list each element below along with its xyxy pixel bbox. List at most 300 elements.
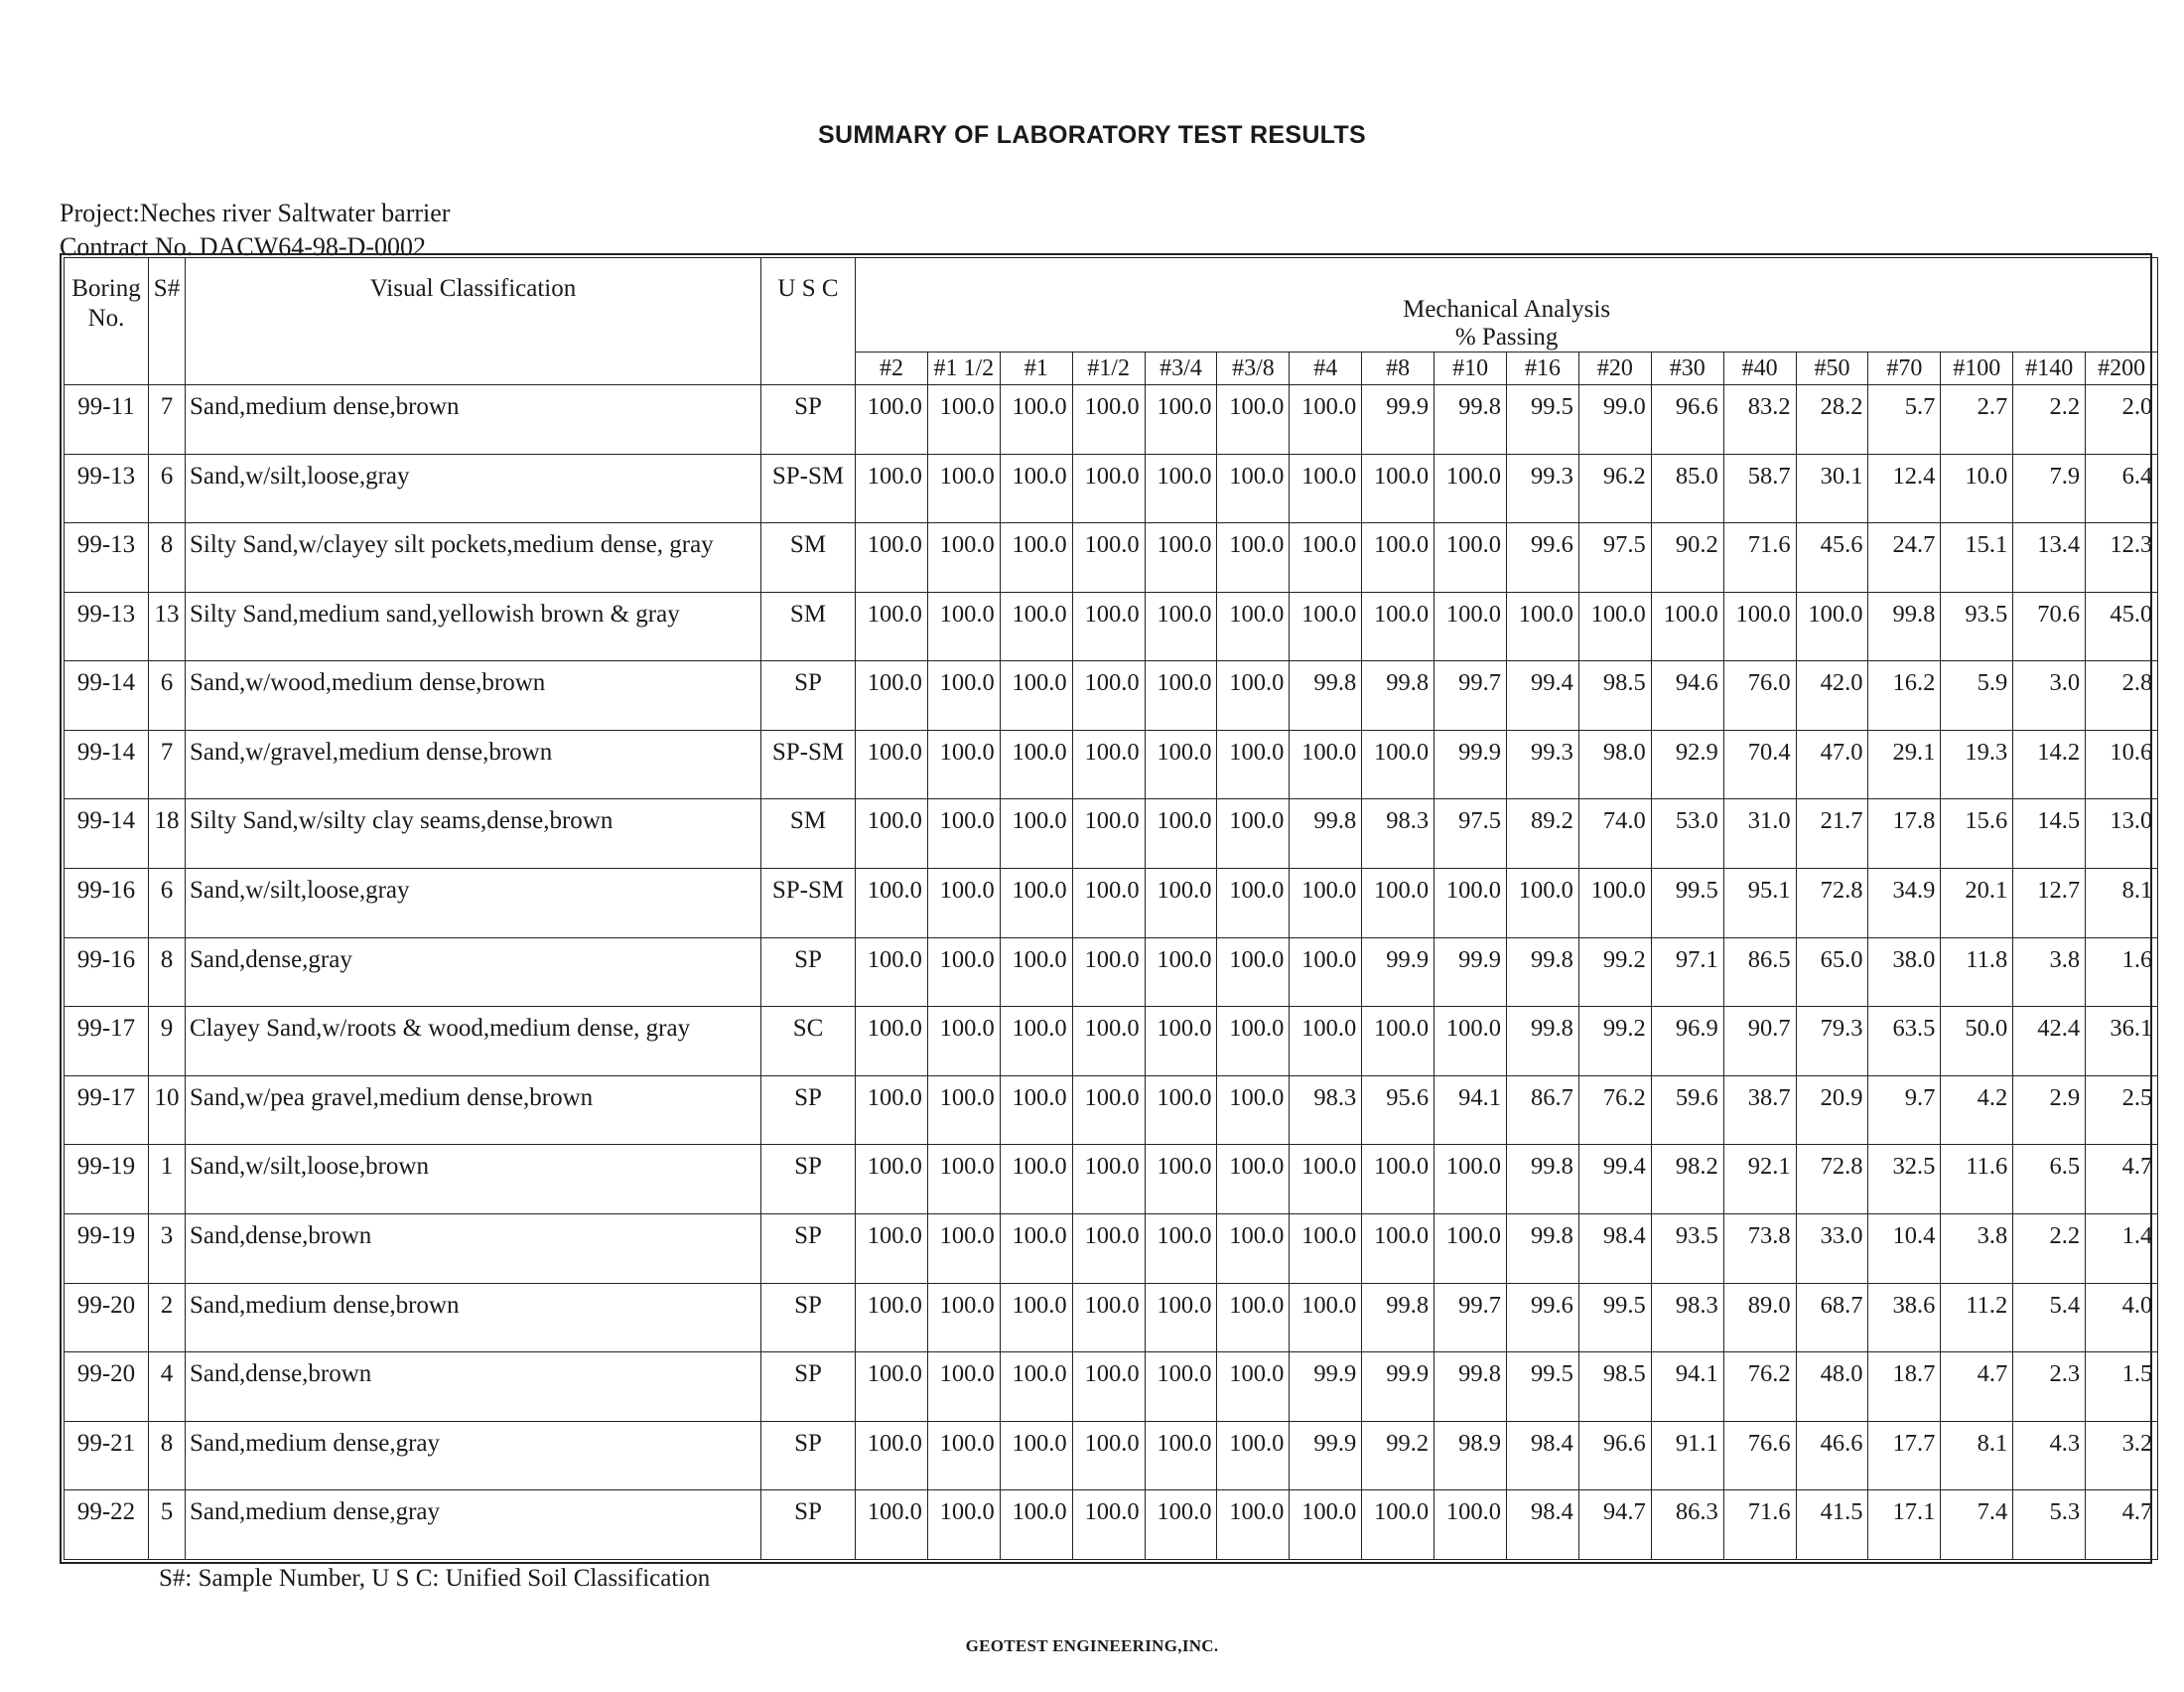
passing-value-cell: 100.0: [856, 799, 928, 869]
passing-value-cell: 30.1: [1796, 454, 1868, 523]
table-row: [65, 1490, 2158, 1560]
passing-value-cell: 12.4: [1868, 454, 1941, 523]
passing-value-cell: 92.1: [1723, 1145, 1796, 1214]
passing-value-cell: 100.0: [1000, 1352, 1072, 1422]
passing-value-cell: 97.5: [1578, 523, 1651, 593]
passing-value-cell: 99.8: [1290, 661, 1362, 731]
passing-value-cell: 100.0: [1217, 661, 1290, 731]
passing-value-cell: 100.0: [1145, 592, 1217, 661]
sieve-header: #140: [2013, 352, 2086, 385]
classification-cell: Sand,w/silt,loose,gray: [186, 869, 761, 938]
usc-cell: SC: [761, 1007, 856, 1076]
passing-value-cell: 100.0: [1145, 799, 1217, 869]
passing-value-cell: 2.9: [2013, 1075, 2086, 1145]
classification-cell: Sand,w/silt,loose,gray: [186, 454, 761, 523]
classification-cell: Sand,w/pea gravel,medium dense,brown: [186, 1075, 761, 1145]
passing-value-cell: 99.2: [1362, 1421, 1434, 1490]
boring-no-cell: 99-20: [65, 1283, 149, 1352]
passing-value-cell: 100.0: [1217, 799, 1290, 869]
passing-value-cell: 100.0: [927, 1075, 1000, 1145]
table-row: [65, 1283, 2158, 1352]
passing-value-cell: 8.1: [2086, 869, 2158, 938]
passing-value-cell: 100.0: [1362, 1007, 1434, 1076]
passing-value-cell: 10.6: [2086, 730, 2158, 799]
passing-value-cell: 5.7: [1868, 385, 1941, 455]
table-row: [65, 1421, 2158, 1490]
passing-value-cell: 14.5: [2013, 799, 2086, 869]
passing-value-cell: 100.0: [1072, 1145, 1145, 1214]
classification-cell: Silty Sand,w/silty clay seams,dense,brown: [186, 799, 761, 869]
usc-cell: SM: [761, 799, 856, 869]
passing-value-cell: 21.7: [1796, 799, 1868, 869]
boring-no-cell: 99-22: [65, 1490, 149, 1560]
footnote: S#: Sample Number, U S C: Unified Soil Classification: [159, 1565, 711, 1592]
passing-value-cell: 100.0: [927, 1352, 1000, 1422]
classification-cell: Sand,dense,brown: [186, 1213, 761, 1283]
passing-value-cell: 99.9: [1362, 937, 1434, 1007]
sieve-header: #2: [856, 352, 928, 385]
table-row: [65, 592, 2158, 661]
passing-value-cell: 47.0: [1796, 730, 1868, 799]
passing-value-cell: 100.0: [1290, 385, 1362, 455]
passing-value-cell: 95.1: [1723, 869, 1796, 938]
passing-value-cell: 100.0: [1145, 385, 1217, 455]
passing-value-cell: 99.9: [1290, 1421, 1362, 1490]
passing-value-cell: 100.0: [1000, 869, 1072, 938]
passing-value-cell: 53.0: [1651, 799, 1723, 869]
sieve-header: #100: [1941, 352, 2013, 385]
passing-value-cell: 100.0: [1217, 1421, 1290, 1490]
passing-value-cell: 100.0: [1145, 523, 1217, 593]
passing-value-cell: 86.3: [1651, 1490, 1723, 1560]
usc-cell: SP: [761, 1075, 856, 1145]
passing-value-cell: 12.3: [2086, 523, 2158, 593]
passing-value-cell: 100.0: [1217, 1352, 1290, 1422]
passing-value-cell: 100.0: [1796, 592, 1868, 661]
passing-value-cell: 100.0: [1217, 1213, 1290, 1283]
passing-value-cell: 100.0: [1145, 937, 1217, 1007]
usc-cell: SP: [761, 1145, 856, 1214]
passing-value-cell: 2.3: [2013, 1352, 2086, 1422]
passing-value-cell: 28.2: [1796, 385, 1868, 455]
passing-value-cell: 73.8: [1723, 1213, 1796, 1283]
classification-cell: Sand,medium dense,gray: [186, 1490, 761, 1560]
boring-no-cell: 99-17: [65, 1075, 149, 1145]
header-sample-no: S#: [149, 258, 186, 385]
passing-value-cell: 71.6: [1723, 1490, 1796, 1560]
passing-value-cell: 100.0: [1362, 869, 1434, 938]
passing-value-cell: 1.6: [2086, 937, 2158, 1007]
passing-value-cell: 100.0: [1000, 1075, 1072, 1145]
sieve-header: #40: [1723, 352, 1796, 385]
boring-no-cell: 99-16: [65, 937, 149, 1007]
passing-value-cell: 100.0: [1072, 730, 1145, 799]
passing-value-cell: 4.2: [1941, 1075, 2013, 1145]
passing-value-cell: 98.4: [1507, 1421, 1579, 1490]
passing-value-cell: 99.0: [1578, 385, 1651, 455]
passing-value-cell: 99.8: [1507, 1007, 1579, 1076]
passing-value-cell: 98.4: [1578, 1213, 1651, 1283]
classification-cell: Sand,medium dense,gray: [186, 1421, 761, 1490]
table-row: [65, 869, 2158, 938]
passing-value-cell: 94.1: [1434, 1075, 1507, 1145]
passing-value-cell: 3.8: [1941, 1213, 2013, 1283]
passing-value-cell: 100.0: [1217, 523, 1290, 593]
passing-value-cell: 100.0: [1362, 523, 1434, 593]
table-row: [65, 1145, 2158, 1214]
usc-cell: SP: [761, 1283, 856, 1352]
passing-value-cell: 4.7: [2086, 1490, 2158, 1560]
passing-value-cell: 38.7: [1723, 1075, 1796, 1145]
passing-value-cell: 38.0: [1868, 937, 1941, 1007]
passing-value-cell: 100.0: [1072, 523, 1145, 593]
passing-value-cell: 100.0: [1217, 1075, 1290, 1145]
passing-value-cell: 99.8: [1507, 1213, 1579, 1283]
table-row: [65, 1075, 2158, 1145]
passing-value-cell: 100.0: [927, 1421, 1000, 1490]
passing-value-cell: 31.0: [1723, 799, 1796, 869]
passing-value-cell: 100.0: [1072, 869, 1145, 938]
passing-value-cell: 100.0: [1290, 730, 1362, 799]
usc-cell: SP: [761, 385, 856, 455]
passing-value-cell: 15.1: [1941, 523, 2013, 593]
passing-value-cell: 100.0: [1217, 592, 1290, 661]
passing-value-cell: 42.0: [1796, 661, 1868, 731]
sample-no-cell: 7: [149, 385, 186, 455]
passing-value-cell: 100.0: [856, 1145, 928, 1214]
passing-value-cell: 72.8: [1796, 1145, 1868, 1214]
passing-value-cell: 100.0: [1434, 1007, 1507, 1076]
passing-value-cell: 100.0: [1290, 592, 1362, 661]
passing-value-cell: 100.0: [1072, 1075, 1145, 1145]
sieve-header: #16: [1507, 352, 1579, 385]
sieve-header: #3/8: [1217, 352, 1290, 385]
passing-value-cell: 86.7: [1507, 1075, 1579, 1145]
passing-value-cell: 63.5: [1868, 1007, 1941, 1076]
passing-value-cell: 100.0: [927, 454, 1000, 523]
passing-value-cell: 100.0: [856, 454, 928, 523]
boring-no-cell: 99-17: [65, 1007, 149, 1076]
passing-value-cell: 99.4: [1507, 661, 1579, 731]
passing-value-cell: 11.6: [1941, 1145, 2013, 1214]
passing-value-cell: 99.9: [1434, 937, 1507, 1007]
passing-value-cell: 100.0: [927, 730, 1000, 799]
passing-value-cell: 100.0: [1362, 1213, 1434, 1283]
passing-value-cell: 100.0: [1000, 592, 1072, 661]
table-row: [65, 730, 2158, 799]
passing-value-cell: 100.0: [856, 1352, 928, 1422]
passing-value-cell: 100.0: [856, 661, 928, 731]
passing-value-cell: 100.0: [856, 1075, 928, 1145]
passing-value-cell: 32.5: [1868, 1145, 1941, 1214]
boring-no-cell: 99-19: [65, 1145, 149, 1214]
boring-no-cell: 99-21: [65, 1421, 149, 1490]
passing-value-cell: 100.0: [1217, 1490, 1290, 1560]
header-mechanical-analysis: [856, 258, 2158, 352]
passing-value-cell: 34.9: [1868, 869, 1941, 938]
sample-no-cell: 5: [149, 1490, 186, 1560]
passing-value-cell: 59.6: [1651, 1075, 1723, 1145]
passing-value-cell: 3.8: [2013, 937, 2086, 1007]
passing-value-cell: 98.0: [1578, 730, 1651, 799]
sieve-header: #8: [1362, 352, 1434, 385]
sieve-header: #50: [1796, 352, 1868, 385]
passing-value-cell: 99.4: [1578, 1145, 1651, 1214]
passing-value-cell: 100.0: [1072, 799, 1145, 869]
boring-no-cell: 99-13: [65, 523, 149, 593]
passing-value-cell: 76.2: [1723, 1352, 1796, 1422]
passing-value-cell: 10.0: [1941, 454, 2013, 523]
classification-cell: Sand,w/wood,medium dense,brown: [186, 661, 761, 731]
classification-cell: Clayey Sand,w/roots & wood,medium dense, gray: [186, 1007, 761, 1076]
passing-value-cell: 2.0: [2086, 385, 2158, 455]
passing-value-cell: 100.0: [1434, 1490, 1507, 1560]
passing-value-cell: 100.0: [1290, 1145, 1362, 1214]
passing-value-cell: 98.3: [1290, 1075, 1362, 1145]
passing-value-cell: 11.8: [1941, 937, 2013, 1007]
header-usc: U S C: [761, 258, 856, 385]
passing-value-cell: 76.6: [1723, 1421, 1796, 1490]
passing-value-cell: 100.0: [856, 385, 928, 455]
passing-value-cell: 97.1: [1651, 937, 1723, 1007]
passing-value-cell: 100.0: [1000, 1007, 1072, 1076]
passing-value-cell: 11.2: [1941, 1283, 2013, 1352]
passing-value-cell: 14.2: [2013, 730, 2086, 799]
passing-value-cell: 71.6: [1723, 523, 1796, 593]
passing-value-cell: 100.0: [927, 1213, 1000, 1283]
passing-value-cell: 98.4: [1507, 1490, 1579, 1560]
sample-no-cell: 4: [149, 1352, 186, 1422]
passing-value-cell: 100.0: [1000, 1421, 1072, 1490]
usc-cell: SP: [761, 661, 856, 731]
passing-value-cell: 7.4: [1941, 1490, 2013, 1560]
passing-value-cell: 1.5: [2086, 1352, 2158, 1422]
header-boring-no: Boring No.: [65, 258, 149, 385]
passing-value-cell: 100.0: [1434, 523, 1507, 593]
passing-value-cell: 100.0: [1000, 661, 1072, 731]
passing-value-cell: 93.5: [1651, 1213, 1723, 1283]
passing-value-cell: 100.0: [1145, 869, 1217, 938]
passing-value-cell: 100.0: [1145, 730, 1217, 799]
passing-value-cell: 100.0: [1217, 1145, 1290, 1214]
passing-value-cell: 100.0: [1362, 1145, 1434, 1214]
passing-value-cell: 100.0: [1145, 454, 1217, 523]
passing-value-cell: 100.0: [1000, 799, 1072, 869]
passing-value-cell: 76.0: [1723, 661, 1796, 731]
passing-value-cell: 98.5: [1578, 1352, 1651, 1422]
passing-value-cell: 13.0: [2086, 799, 2158, 869]
passing-value-cell: 5.4: [2013, 1283, 2086, 1352]
passing-value-cell: 2.2: [2013, 385, 2086, 455]
sample-no-cell: 8: [149, 937, 186, 1007]
passing-value-cell: 100.0: [1000, 454, 1072, 523]
passing-value-cell: 100.0: [1723, 592, 1796, 661]
passing-value-cell: 6.4: [2086, 454, 2158, 523]
passing-value-cell: 99.6: [1507, 1283, 1579, 1352]
passing-value-cell: 100.0: [1000, 937, 1072, 1007]
passing-value-cell: 4.7: [2086, 1145, 2158, 1214]
passing-value-cell: 20.9: [1796, 1075, 1868, 1145]
passing-value-cell: 100.0: [1072, 1352, 1145, 1422]
passing-value-cell: 100.0: [1217, 869, 1290, 938]
passing-value-cell: 12.7: [2013, 869, 2086, 938]
passing-value-cell: 76.2: [1578, 1075, 1651, 1145]
passing-value-cell: 17.8: [1868, 799, 1941, 869]
table-row: [65, 661, 2158, 731]
passing-value-cell: 4.3: [2013, 1421, 2086, 1490]
table-row: [65, 1007, 2158, 1076]
usc-cell: SP: [761, 937, 856, 1007]
passing-value-cell: 94.6: [1651, 661, 1723, 731]
sieve-header: #1: [1000, 352, 1072, 385]
boring-no-cell: 99-13: [65, 454, 149, 523]
project-name: Project:Neches river Saltwater barrier: [60, 199, 451, 227]
table-row: [65, 385, 2158, 455]
passing-value-cell: 100.0: [1362, 1490, 1434, 1560]
passing-value-cell: 100.0: [1145, 1213, 1217, 1283]
usc-cell: SP: [761, 1352, 856, 1422]
passing-value-cell: 100.0: [856, 730, 928, 799]
passing-value-cell: 100.0: [1434, 1145, 1507, 1214]
passing-value-cell: 100.0: [1217, 1007, 1290, 1076]
passing-value-cell: 9.7: [1868, 1075, 1941, 1145]
classification-cell: Sand,medium dense,brown: [186, 1283, 761, 1352]
passing-value-cell: 8.1: [1941, 1421, 2013, 1490]
passing-value-cell: 99.9: [1362, 1352, 1434, 1422]
passing-value-cell: 33.0: [1796, 1213, 1868, 1283]
passing-value-cell: 99.8: [1362, 1283, 1434, 1352]
usc-cell: SP: [761, 1213, 856, 1283]
sample-no-cell: 13: [149, 592, 186, 661]
passing-value-cell: 86.5: [1723, 937, 1796, 1007]
passing-value-cell: 99.8: [1434, 385, 1507, 455]
passing-value-cell: 99.5: [1578, 1283, 1651, 1352]
boring-no-cell: 99-14: [65, 730, 149, 799]
passing-value-cell: 100.0: [856, 869, 928, 938]
header-visual-classification: Visual Classification: [186, 258, 761, 385]
passing-value-cell: 100.0: [856, 1283, 928, 1352]
passing-value-cell: 100.0: [1072, 1213, 1145, 1283]
passing-value-cell: 72.8: [1796, 869, 1868, 938]
passing-value-cell: 100.0: [1145, 1075, 1217, 1145]
passing-value-cell: 100.0: [1362, 592, 1434, 661]
sample-no-cell: 3: [149, 1213, 186, 1283]
classification-cell: Sand,dense,gray: [186, 937, 761, 1007]
passing-value-cell: 1.4: [2086, 1213, 2158, 1283]
passing-value-cell: 65.0: [1796, 937, 1868, 1007]
passing-value-cell: 100.0: [927, 1283, 1000, 1352]
passing-value-cell: 100.0: [1290, 869, 1362, 938]
classification-cell: Sand,dense,brown: [186, 1352, 761, 1422]
classification-cell: Sand,w/silt,loose,brown: [186, 1145, 761, 1214]
table-body: [65, 385, 2158, 1560]
table-row: [65, 799, 2158, 869]
passing-value-cell: 99.2: [1578, 937, 1651, 1007]
sample-no-cell: 10: [149, 1075, 186, 1145]
usc-cell: SM: [761, 523, 856, 593]
passing-value-cell: 100.0: [927, 799, 1000, 869]
passing-value-cell: 100.0: [1145, 1352, 1217, 1422]
passing-value-cell: 100.0: [1072, 1283, 1145, 1352]
passing-value-cell: 36.1: [2086, 1007, 2158, 1076]
passing-value-cell: 100.0: [1290, 1007, 1362, 1076]
passing-value-cell: 100.0: [1145, 1007, 1217, 1076]
passing-value-cell: 100.0: [1217, 1283, 1290, 1352]
passing-value-cell: 100.0: [1217, 385, 1290, 455]
passing-value-cell: 99.8: [1434, 1352, 1507, 1422]
passing-value-cell: 100.0: [1507, 592, 1579, 661]
passing-value-cell: 100.0: [1434, 592, 1507, 661]
passing-value-cell: 85.0: [1651, 454, 1723, 523]
classification-cell: Sand,w/gravel,medium dense,brown: [186, 730, 761, 799]
passing-value-cell: 98.3: [1651, 1283, 1723, 1352]
boring-no-cell: 99-14: [65, 799, 149, 869]
passing-value-cell: 100.0: [1217, 937, 1290, 1007]
table-row: [65, 937, 2158, 1007]
passing-value-cell: 70.4: [1723, 730, 1796, 799]
passing-value-cell: 100.0: [1072, 1490, 1145, 1560]
passing-value-cell: 98.5: [1578, 661, 1651, 731]
passing-value-cell: 100.0: [927, 1490, 1000, 1560]
passing-value-cell: 99.8: [1362, 661, 1434, 731]
passing-value-cell: 99.3: [1507, 730, 1579, 799]
sample-no-cell: 6: [149, 661, 186, 731]
passing-value-cell: 6.5: [2013, 1145, 2086, 1214]
passing-value-cell: 99.8: [1290, 799, 1362, 869]
passing-value-cell: 96.2: [1578, 454, 1651, 523]
passing-value-cell: 98.9: [1434, 1421, 1507, 1490]
passing-value-cell: 93.5: [1941, 592, 2013, 661]
passing-value-cell: 100.0: [1578, 869, 1651, 938]
passing-value-cell: 99.7: [1434, 661, 1507, 731]
passing-value-cell: 100.0: [1072, 454, 1145, 523]
sieve-header: #70: [1868, 352, 1941, 385]
passing-value-cell: 100.0: [1434, 1213, 1507, 1283]
table-row: [65, 1213, 2158, 1283]
passing-value-cell: 100.0: [1072, 937, 1145, 1007]
header-row: [65, 258, 2158, 352]
passing-value-cell: 100.0: [1000, 385, 1072, 455]
usc-cell: SP: [761, 1421, 856, 1490]
passing-value-cell: 100.0: [927, 661, 1000, 731]
usc-cell: SM: [761, 592, 856, 661]
passing-value-cell: 99.9: [1362, 385, 1434, 455]
passing-value-cell: 98.3: [1362, 799, 1434, 869]
passing-value-cell: 100.0: [1290, 523, 1362, 593]
passing-value-cell: 98.2: [1651, 1145, 1723, 1214]
classification-cell: Silty Sand,medium sand,yellowish brown & gray: [186, 592, 761, 661]
boring-no-cell: 99-14: [65, 661, 149, 731]
passing-value-cell: 100.0: [1072, 1421, 1145, 1490]
passing-value-cell: 4.0: [2086, 1283, 2158, 1352]
boring-no-cell: 99-13: [65, 592, 149, 661]
passing-value-cell: 5.9: [1941, 661, 2013, 731]
sieve-header: #1 1/2: [927, 352, 1000, 385]
passing-value-cell: 41.5: [1796, 1490, 1868, 1560]
sieve-header: #200: [2086, 352, 2158, 385]
passing-value-cell: 20.1: [1941, 869, 2013, 938]
boring-no-cell: 99-19: [65, 1213, 149, 1283]
passing-value-cell: 100.0: [856, 1213, 928, 1283]
passing-value-cell: 100.0: [856, 523, 928, 593]
passing-value-cell: 100.0: [1072, 385, 1145, 455]
passing-value-cell: 2.5: [2086, 1075, 2158, 1145]
passing-value-cell: 100.0: [1651, 592, 1723, 661]
passing-value-cell: 99.3: [1507, 454, 1579, 523]
passing-value-cell: 99.2: [1578, 1007, 1651, 1076]
passing-value-cell: 100.0: [1290, 454, 1362, 523]
passing-value-cell: 99.8: [1507, 1145, 1579, 1214]
